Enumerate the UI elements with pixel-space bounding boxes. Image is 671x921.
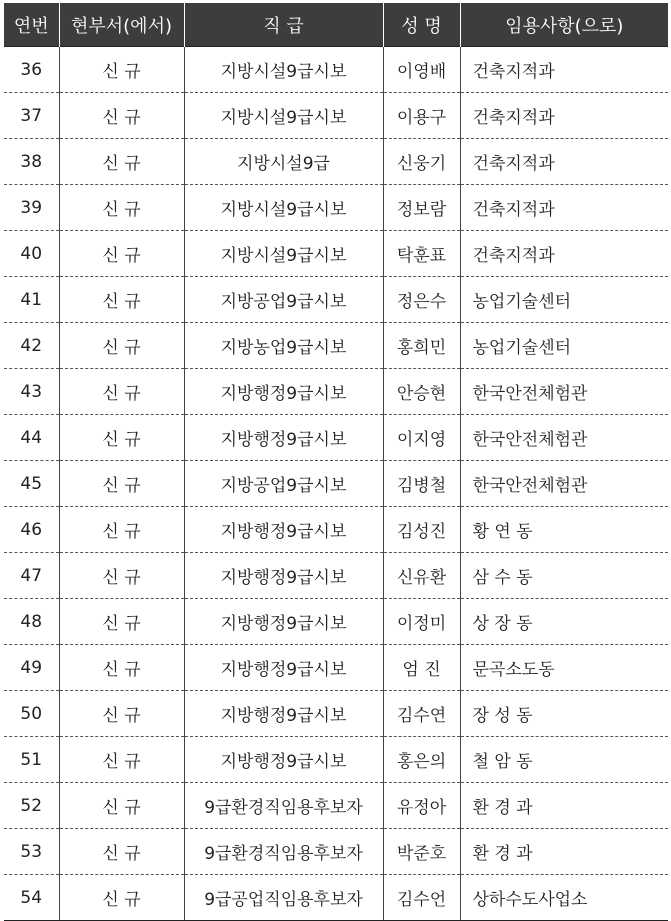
cell-name: 김수연 xyxy=(383,691,460,737)
table-row xyxy=(4,599,668,645)
cell-from-dept: 신 규 xyxy=(59,691,184,737)
table-row xyxy=(4,645,668,691)
cell-name: 김수언 xyxy=(383,875,460,921)
cell-appointment: 환 경 과 xyxy=(460,783,668,829)
cell-name: 김성진 xyxy=(383,507,460,553)
cell-rank: 9급환경직임용후보자 xyxy=(184,829,383,875)
cell-no: 53 xyxy=(4,829,59,875)
header-no: 연번 xyxy=(4,3,59,47)
cell-appointment: 장 성 동 xyxy=(460,691,668,737)
header-appointment: 임용사항(으로) xyxy=(460,3,668,47)
table-row xyxy=(4,829,668,875)
cell-rank: 지방행정9급시보 xyxy=(184,415,383,461)
cell-no: 45 xyxy=(4,461,59,507)
cell-no: 38 xyxy=(4,139,59,185)
table-row xyxy=(4,93,668,139)
table-row xyxy=(4,185,668,231)
cell-appointment: 건축지적과 xyxy=(460,93,668,139)
cell-rank: 지방행정9급시보 xyxy=(184,691,383,737)
cell-from-dept: 신 규 xyxy=(59,415,184,461)
cell-no: 49 xyxy=(4,645,59,691)
header-rank: 직 급 xyxy=(184,3,383,47)
cell-rank: 지방행정9급시보 xyxy=(184,369,383,415)
cell-name: 정보람 xyxy=(383,185,460,231)
cell-from-dept: 신 규 xyxy=(59,369,184,415)
appointment-table-container xyxy=(4,3,668,921)
cell-rank: 9급환경직임용후보자 xyxy=(184,783,383,829)
cell-name: 신유환 xyxy=(383,553,460,599)
cell-appointment: 건축지적과 xyxy=(460,47,668,93)
appointment-table xyxy=(4,3,668,921)
cell-from-dept: 신 규 xyxy=(59,599,184,645)
cell-name: 탁훈표 xyxy=(383,231,460,277)
cell-no: 40 xyxy=(4,231,59,277)
table-row xyxy=(4,737,668,783)
cell-from-dept: 신 규 xyxy=(59,47,184,93)
cell-appointment: 문곡소도동 xyxy=(460,645,668,691)
table-row xyxy=(4,553,668,599)
header-row xyxy=(4,3,668,47)
cell-no: 47 xyxy=(4,553,59,599)
cell-no: 44 xyxy=(4,415,59,461)
cell-from-dept: 신 규 xyxy=(59,323,184,369)
cell-appointment: 상 장 동 xyxy=(460,599,668,645)
cell-appointment: 상하수도사업소 xyxy=(460,875,668,921)
cell-name: 엄 진 xyxy=(383,645,460,691)
cell-name: 이정미 xyxy=(383,599,460,645)
table-row xyxy=(4,139,668,185)
cell-rank: 지방행정9급시보 xyxy=(184,737,383,783)
cell-name: 신웅기 xyxy=(383,139,460,185)
table-header xyxy=(4,3,668,47)
cell-rank: 지방행정9급시보 xyxy=(184,645,383,691)
cell-appointment: 건축지적과 xyxy=(460,139,668,185)
cell-rank: 지방공업9급시보 xyxy=(184,461,383,507)
table-row xyxy=(4,461,668,507)
cell-rank: 9급공업직임용후보자 xyxy=(184,875,383,921)
table-row xyxy=(4,47,668,93)
cell-from-dept: 신 규 xyxy=(59,231,184,277)
cell-rank: 지방시설9급시보 xyxy=(184,93,383,139)
cell-from-dept: 신 규 xyxy=(59,185,184,231)
table-row xyxy=(4,323,668,369)
cell-name: 이영배 xyxy=(383,47,460,93)
cell-no: 52 xyxy=(4,783,59,829)
cell-rank: 지방행정9급시보 xyxy=(184,553,383,599)
cell-from-dept: 신 규 xyxy=(59,553,184,599)
cell-from-dept: 신 규 xyxy=(59,139,184,185)
cell-from-dept: 신 규 xyxy=(59,277,184,323)
cell-appointment: 황 연 동 xyxy=(460,507,668,553)
cell-no: 54 xyxy=(4,875,59,921)
cell-name: 정은수 xyxy=(383,277,460,323)
cell-no: 41 xyxy=(4,277,59,323)
header-name: 성 명 xyxy=(383,3,460,47)
cell-rank: 지방시설9급시보 xyxy=(184,47,383,93)
cell-no: 48 xyxy=(4,599,59,645)
table-body xyxy=(4,47,668,921)
cell-name: 이용구 xyxy=(383,93,460,139)
table-row xyxy=(4,507,668,553)
cell-no: 43 xyxy=(4,369,59,415)
table-row xyxy=(4,231,668,277)
cell-from-dept: 신 규 xyxy=(59,645,184,691)
table-row xyxy=(4,369,668,415)
cell-rank: 지방행정9급시보 xyxy=(184,599,383,645)
table-row xyxy=(4,277,668,323)
cell-appointment: 삼 수 동 xyxy=(460,553,668,599)
table-row xyxy=(4,783,668,829)
cell-appointment: 한국안전체험관 xyxy=(460,415,668,461)
cell-rank: 지방시설9급 xyxy=(184,139,383,185)
cell-name: 김병철 xyxy=(383,461,460,507)
cell-appointment: 한국안전체험관 xyxy=(460,369,668,415)
cell-no: 51 xyxy=(4,737,59,783)
cell-name: 안승현 xyxy=(383,369,460,415)
cell-name: 홍은의 xyxy=(383,737,460,783)
cell-rank: 지방행정9급시보 xyxy=(184,507,383,553)
cell-rank: 지방농업9급시보 xyxy=(184,323,383,369)
cell-appointment: 건축지적과 xyxy=(460,185,668,231)
cell-appointment: 농업기술센터 xyxy=(460,277,668,323)
cell-no: 46 xyxy=(4,507,59,553)
cell-from-dept: 신 규 xyxy=(59,461,184,507)
cell-rank: 지방시설9급시보 xyxy=(184,185,383,231)
header-from-dept: 현부서(에서) xyxy=(59,3,184,47)
cell-no: 37 xyxy=(4,93,59,139)
cell-rank: 지방시설9급시보 xyxy=(184,231,383,277)
cell-from-dept: 신 규 xyxy=(59,875,184,921)
cell-name: 홍희민 xyxy=(383,323,460,369)
cell-from-dept: 신 규 xyxy=(59,93,184,139)
cell-no: 39 xyxy=(4,185,59,231)
table-row xyxy=(4,691,668,737)
table-row xyxy=(4,875,668,921)
cell-from-dept: 신 규 xyxy=(59,829,184,875)
cell-no: 50 xyxy=(4,691,59,737)
cell-rank: 지방공업9급시보 xyxy=(184,277,383,323)
cell-from-dept: 신 규 xyxy=(59,507,184,553)
table-row xyxy=(4,415,668,461)
cell-appointment: 한국안전체험관 xyxy=(460,461,668,507)
cell-name: 이지영 xyxy=(383,415,460,461)
cell-appointment: 농업기술센터 xyxy=(460,323,668,369)
cell-name: 유정아 xyxy=(383,783,460,829)
cell-appointment: 철 암 동 xyxy=(460,737,668,783)
cell-name: 박준호 xyxy=(383,829,460,875)
cell-from-dept: 신 규 xyxy=(59,783,184,829)
cell-no: 42 xyxy=(4,323,59,369)
cell-appointment: 환 경 과 xyxy=(460,829,668,875)
cell-no: 36 xyxy=(4,47,59,93)
cell-appointment: 건축지적과 xyxy=(460,231,668,277)
cell-from-dept: 신 규 xyxy=(59,737,184,783)
